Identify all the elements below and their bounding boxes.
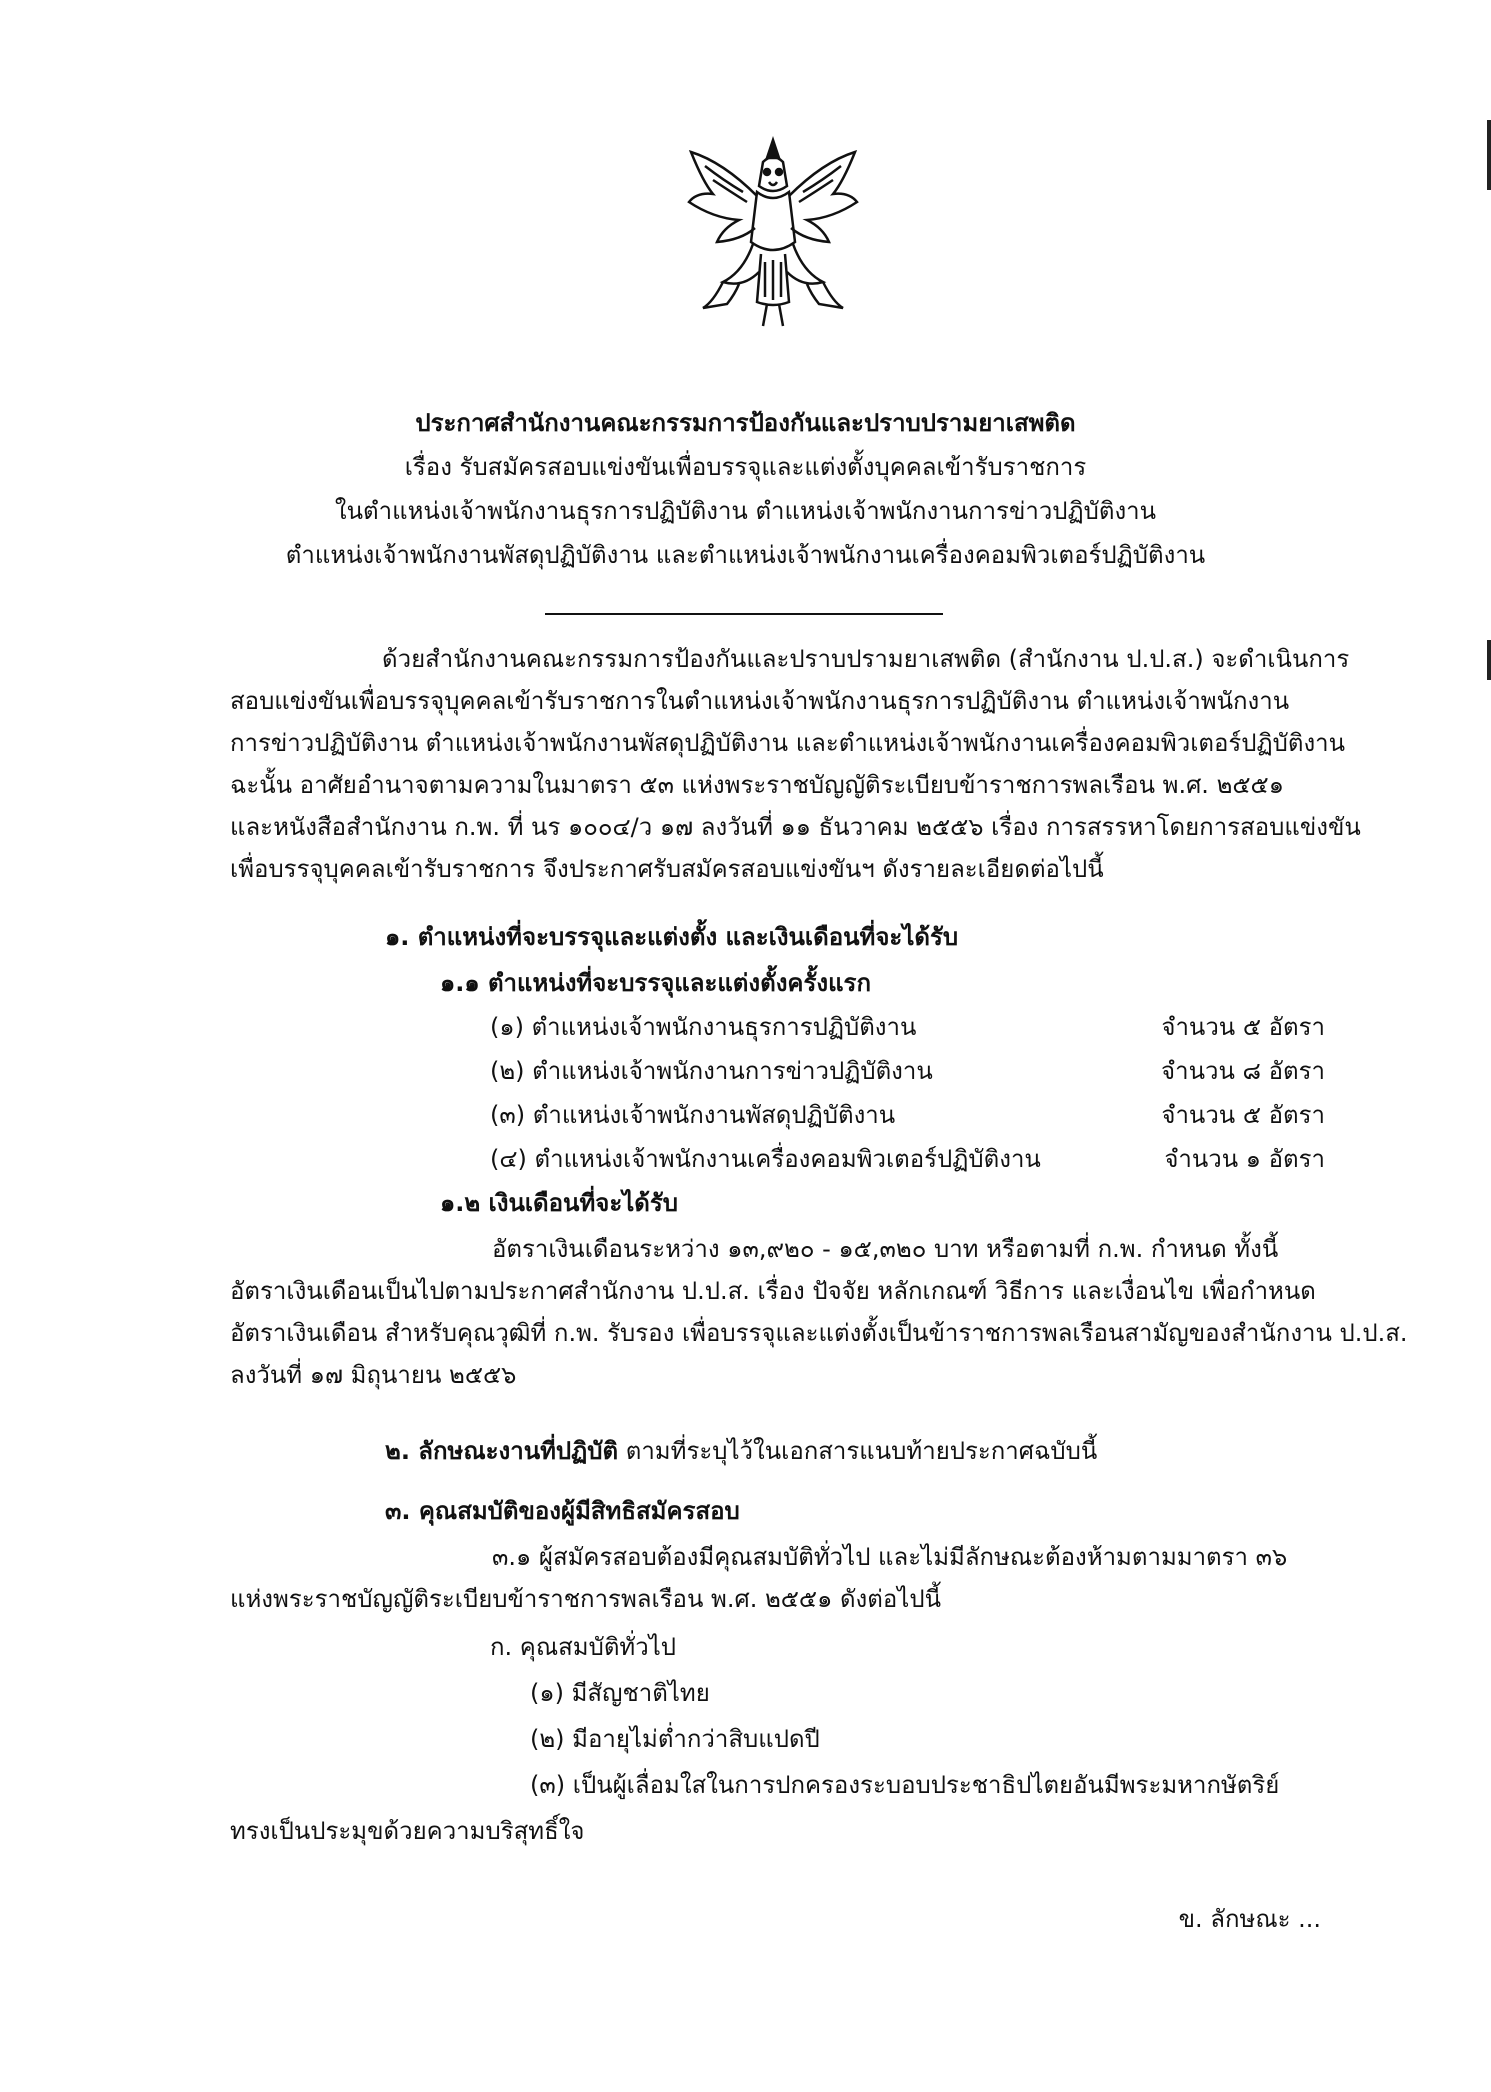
announcement-title: ประกาศสำนักงานคณะกรรมการป้องกันและปราบปรามยาเสพติด bbox=[415, 409, 1076, 437]
section-1-heading: ๑. ตำแหน่งที่จะบรรจุและแต่งตั้ง และเงินเดือนที่จะได้รับ bbox=[385, 923, 959, 951]
qualification-item-continued: ทรงเป็นประมุขด้วยความบริสุทธิ์ใจ bbox=[230, 1817, 585, 1845]
section-2-text: ตามที่ระบุไว้ในเอกสารแนบท้ายประกาศฉบับนี้ bbox=[618, 1437, 1098, 1465]
paragraph-line: เพื่อบรรจุบุคคลเข้ารับราชการ จึงประกาศรับสมัครสอบแข่งขันฯ ดังรายละเอียดต่อไปนี้ bbox=[230, 855, 1104, 883]
paragraph-line: อัตราเงินเดือนเป็นไปตามประกาศสำนักงาน ป.ป.ส. เรื่อง ปัจจัย หลักเกณฑ์ วิธีการ และเงื่อนไข เพื่อกำหนด bbox=[230, 1277, 1316, 1305]
garuda-emblem-icon bbox=[683, 132, 863, 332]
position-row bbox=[490, 1008, 1325, 1048]
intro-paragraph bbox=[230, 640, 1361, 892]
qualification-item: (๑) มีสัญชาติไทย bbox=[530, 1679, 710, 1707]
title-divider bbox=[545, 613, 943, 615]
position-count: จำนวน ๑ อัตรา bbox=[1164, 1145, 1325, 1173]
position-row bbox=[490, 1140, 1325, 1180]
paragraph-line: สอบแข่งขันเพื่อบรรจุบุคคลเข้ารับราชการในตำแหน่งเจ้าพนักงานธุรการปฏิบัติงาน ตำแหน่งเจ้าพนักงาน bbox=[230, 687, 1290, 715]
paragraph-line: ฉะนั้น อาศัยอำนาจตามความในมาตรา ๕๓ แห่งพระราชบัญญัติระเบียบข้าราชการพลเรือน พ.ศ. ๒๕๕๑ bbox=[230, 771, 1284, 799]
general-qualifications-heading: ก. คุณสมบัติทั่วไป bbox=[490, 1633, 676, 1661]
paragraph-line: ๓.๑ ผู้สมัครสอบต้องมีคุณสมบัติทั่วไป และไม่มีลักษณะต้องห้ามตามมาตรา ๓๖ bbox=[492, 1543, 1288, 1571]
section-3-1-paragraph bbox=[230, 1538, 1320, 1622]
position-row bbox=[490, 1096, 1325, 1136]
scan-edge-mark bbox=[1487, 640, 1491, 680]
paragraph-line: ด้วยสำนักงานคณะกรรมการป้องกันและปราบปรามยาเสพติด (สำนักงาน ป.ป.ส.) จะดำเนินการ bbox=[382, 645, 1350, 673]
subject-line: ในตำแหน่งเจ้าพนักงานธุรการปฏิบัติงาน ตำแหน่งเจ้าพนักงานการข่าวปฏิบัติงาน bbox=[334, 497, 1157, 525]
position-name: (๑) ตำแหน่งเจ้าพนักงานธุรการปฏิบัติงาน bbox=[490, 1013, 917, 1041]
position-name: (๔) ตำแหน่งเจ้าพนักงานเครื่องคอมพิวเตอร์ปฏิบัติงาน bbox=[490, 1145, 1041, 1173]
paragraph-line: อัตราเงินเดือนระหว่าง ๑๓,๙๒๐ - ๑๕,๓๒๐ บาท หรือตามที่ ก.พ. กำหนด ทั้งนี้ bbox=[492, 1235, 1279, 1263]
section-1-1-heading: ๑.๑ ตำแหน่งที่จะบรรจุและแต่งตั้งครั้งแรก bbox=[440, 969, 871, 997]
paragraph-line: ลงวันที่ ๑๗ มิถุนายน ๒๕๕๖ bbox=[230, 1361, 517, 1389]
continuation-marker: ข. ลักษณะ ... bbox=[1178, 1905, 1321, 1933]
paragraph-line: อัตราเงินเดือน สำหรับคุณวุฒิที่ ก.พ. รับรอง เพื่อบรรจุและแต่งตั้งเป็นข้าราชการพลเรือนสามัญของสำนักงาน ป.ป.ส. bbox=[230, 1319, 1408, 1347]
section-2 bbox=[385, 1432, 1097, 1470]
section-2-heading: ๒. ลักษณะงานที่ปฏิบัติ bbox=[385, 1437, 619, 1465]
qualification-item: (๒) มีอายุไม่ต่ำกว่าสิบแปดปี bbox=[530, 1725, 820, 1753]
qualification-item: (๓) เป็นผู้เลื่อมใสในการปกครองระบอบประชาธิปไตยอันมีพระมหากษัตริย์ bbox=[530, 1771, 1280, 1799]
position-count: จำนวน ๕ อัตรา bbox=[1161, 1013, 1325, 1041]
subject-line: ตำแหน่งเจ้าพนักงานพัสดุปฏิบัติงาน และตำแหน่งเจ้าพนักงานเครื่องคอมพิวเตอร์ปฏิบัติงาน bbox=[285, 541, 1206, 569]
position-name: (๒) ตำแหน่งเจ้าพนักงานการข่าวปฏิบัติงาน bbox=[490, 1057, 933, 1085]
position-row bbox=[490, 1052, 1325, 1092]
paragraph-line: และหนังสือสำนักงาน ก.พ. ที่ นร ๑๐๐๔/ว ๑๗ ลงวันที่ ๑๑ ธันวาคม ๒๕๕๖ เรื่อง การสรรหาโดยการสอบแข่งขัน bbox=[230, 813, 1361, 841]
subject-line: เรื่อง รับสมัครสอบแข่งขันเพื่อบรรจุและแต่งตั้งบุคคลเข้ารับราชการ bbox=[404, 453, 1087, 481]
paragraph-line: แห่งพระราชบัญญัติระเบียบข้าราชการพลเรือน พ.ศ. ๒๕๕๑ ดังต่อไปนี้ bbox=[230, 1585, 941, 1613]
section-1-2-heading: ๑.๒ เงินเดือนที่จะได้รับ bbox=[440, 1189, 679, 1217]
position-count: จำนวน ๕ อัตรา bbox=[1161, 1101, 1325, 1129]
section-3-heading: ๓. คุณสมบัติของผู้มีสิทธิสมัครสอบ bbox=[385, 1497, 740, 1525]
position-name: (๓) ตำแหน่งเจ้าพนักงานพัสดุปฏิบัติงาน bbox=[490, 1101, 896, 1129]
paragraph-line: การข่าวปฏิบัติงาน ตำแหน่งเจ้าพนักงานพัสดุปฏิบัติงาน และตำแหน่งเจ้าพนักงานเครื่องคอมพิวเตอร์ปฏิบัติงาน bbox=[230, 729, 1346, 757]
scan-edge-mark bbox=[1487, 120, 1491, 190]
salary-paragraph bbox=[230, 1230, 1408, 1398]
position-count: จำนวน ๘ อัตรา bbox=[1161, 1057, 1325, 1085]
